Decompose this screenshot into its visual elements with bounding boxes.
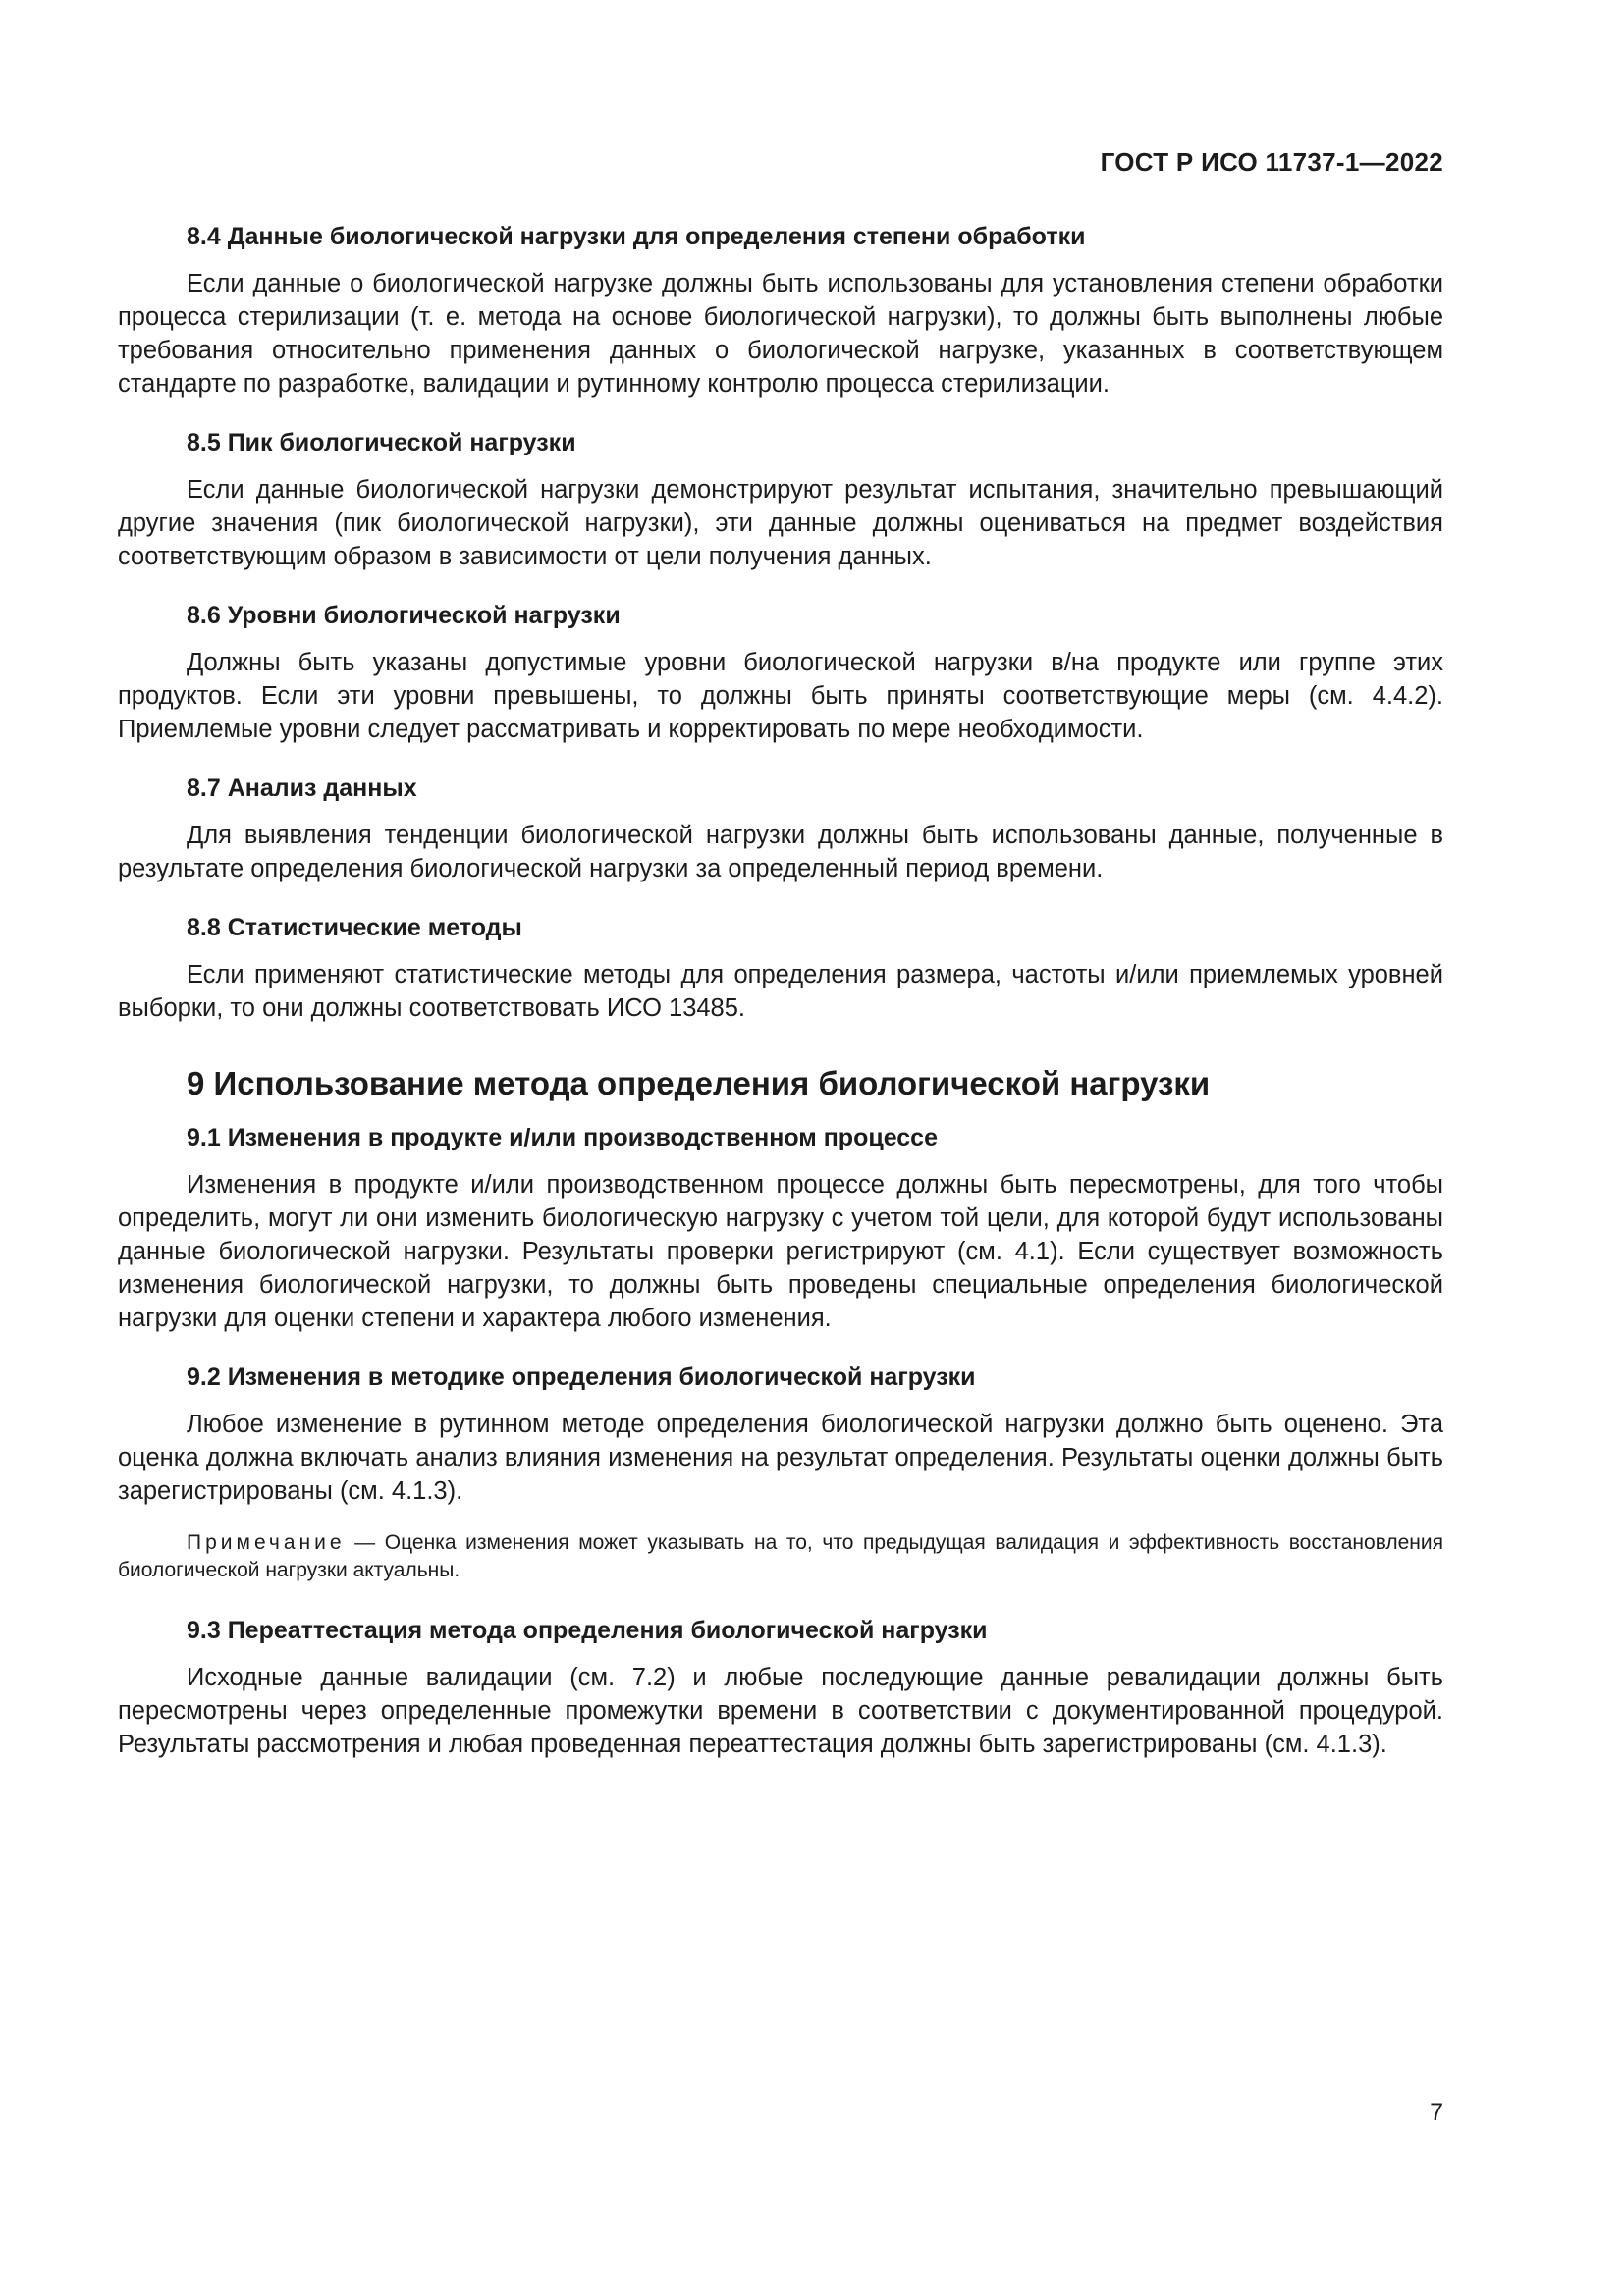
section-9-3-text: Исходные данные валидации (см. 7.2) и любые последующие данные ревалидации должны быть пересмотрены через определенные промежутки времени в соответствии с документированной процедурой. Результаты рассмотрения и любая проведенная переаттестация должны быть зарегистрированы (см. 4.1.3).	[118, 1664, 1443, 1758]
section-8-8-text: Если применяют статистические методы для определения размера, частоты и/или приемлемых уровней выборки, то они должны соответствовать ИСО 13485.	[118, 961, 1443, 1022]
section-8-8-heading: 8.8 Статистические методы	[187, 914, 522, 941]
section-8-6-heading: 8.6 Уровни биологической нагрузки	[187, 602, 621, 629]
note-text: — Оценка изменения может указывать на то, что предыдущая валидация и эффективность восстановления биологической нагрузки актуальны.	[118, 1531, 1443, 1581]
note-label: Примечание	[187, 1531, 346, 1554]
document-body	[118, 220, 1443, 1787]
section-8-7-text: Для выявления тенденции биологической нагрузки должны быть использованы данные, полученные в результате определения биологической нагрузки за определенный период времени.	[118, 822, 1443, 882]
section-9-2-text: Любое изменение в рутинном методе определения биологической нагрузки должно быть оценено. Эта оценка должна включать анализ влияния изменения на результат определения. Результаты оценки должны быть зарегистрированы (см. 4.1.3).	[118, 1411, 1443, 1505]
section-8-4-text: Если данные о биологической нагрузке должны быть использованы для установления степени обработки процесса стерилизации (т. е. метода на основе биологической нагрузки), то должны быть выполнены любые требования относительно применения данных о биологической нагрузке, указанных в соответствующем стандарте по разработке, валидации и рутинному контролю процесса стерилизации.	[118, 270, 1443, 398]
section-9-2-note	[118, 1529, 1443, 1584]
section-8-4-heading: 8.4 Данные биологической нагрузки для определения степени обработки	[187, 223, 1086, 250]
section-9-3-heading: 9.3 Переаттестация метода определения биологической нагрузки	[187, 1617, 988, 1644]
document-id-header: ГОСТ Р ИСО 11737-1—2022	[1100, 147, 1443, 177]
section-9-1-heading: 9.1 Изменения в продукте и/или производственном процессе	[187, 1124, 938, 1151]
section-9-1-text: Изменения в продукте и/или производственном процессе должны быть пересмотрены, для того чтобы определить, могут ли они изменить биологическую нагрузку с учетом той цели, для которой будут использованы данные биологической нагрузки. Результаты проверки регистрируют (см. 4.1). Если существует возможность изменения биологической нагрузки, то должны быть проведены специальные определения биологической нагрузки для оценки степени и характера любого изменения.	[118, 1171, 1443, 1332]
section-8-7-heading: 8.7 Анализ данных	[187, 774, 417, 802]
section-8-6-text: Должны быть указаны допустимые уровни биологической нагрузки в/на продукте или группе этих продуктов. Если эти уровни превышены, то должны быть приняты соответствующие меры (см. 4.4.2). Приемлемые уровни следует рассматривать и корректировать по мере необходимости.	[118, 649, 1443, 743]
page-number: 7	[1430, 2099, 1443, 2126]
section-9-2-heading: 9.2 Изменения в методике определения биологической нагрузки	[187, 1363, 976, 1391]
section-8-5-heading: 8.5 Пик биологической нагрузки	[187, 429, 576, 456]
section-8-5-text: Если данные биологической нагрузки демонстрируют результат испытания, значительно превышающий другие значения (пик биологической нагрузки), эти данные должны оцениваться на предмет воздействия соответствующим образом в зависимости от цели получения данных.	[118, 476, 1443, 570]
chapter-9-heading: 9 Использование метода определения биологической нагрузки	[187, 1065, 1211, 1101]
